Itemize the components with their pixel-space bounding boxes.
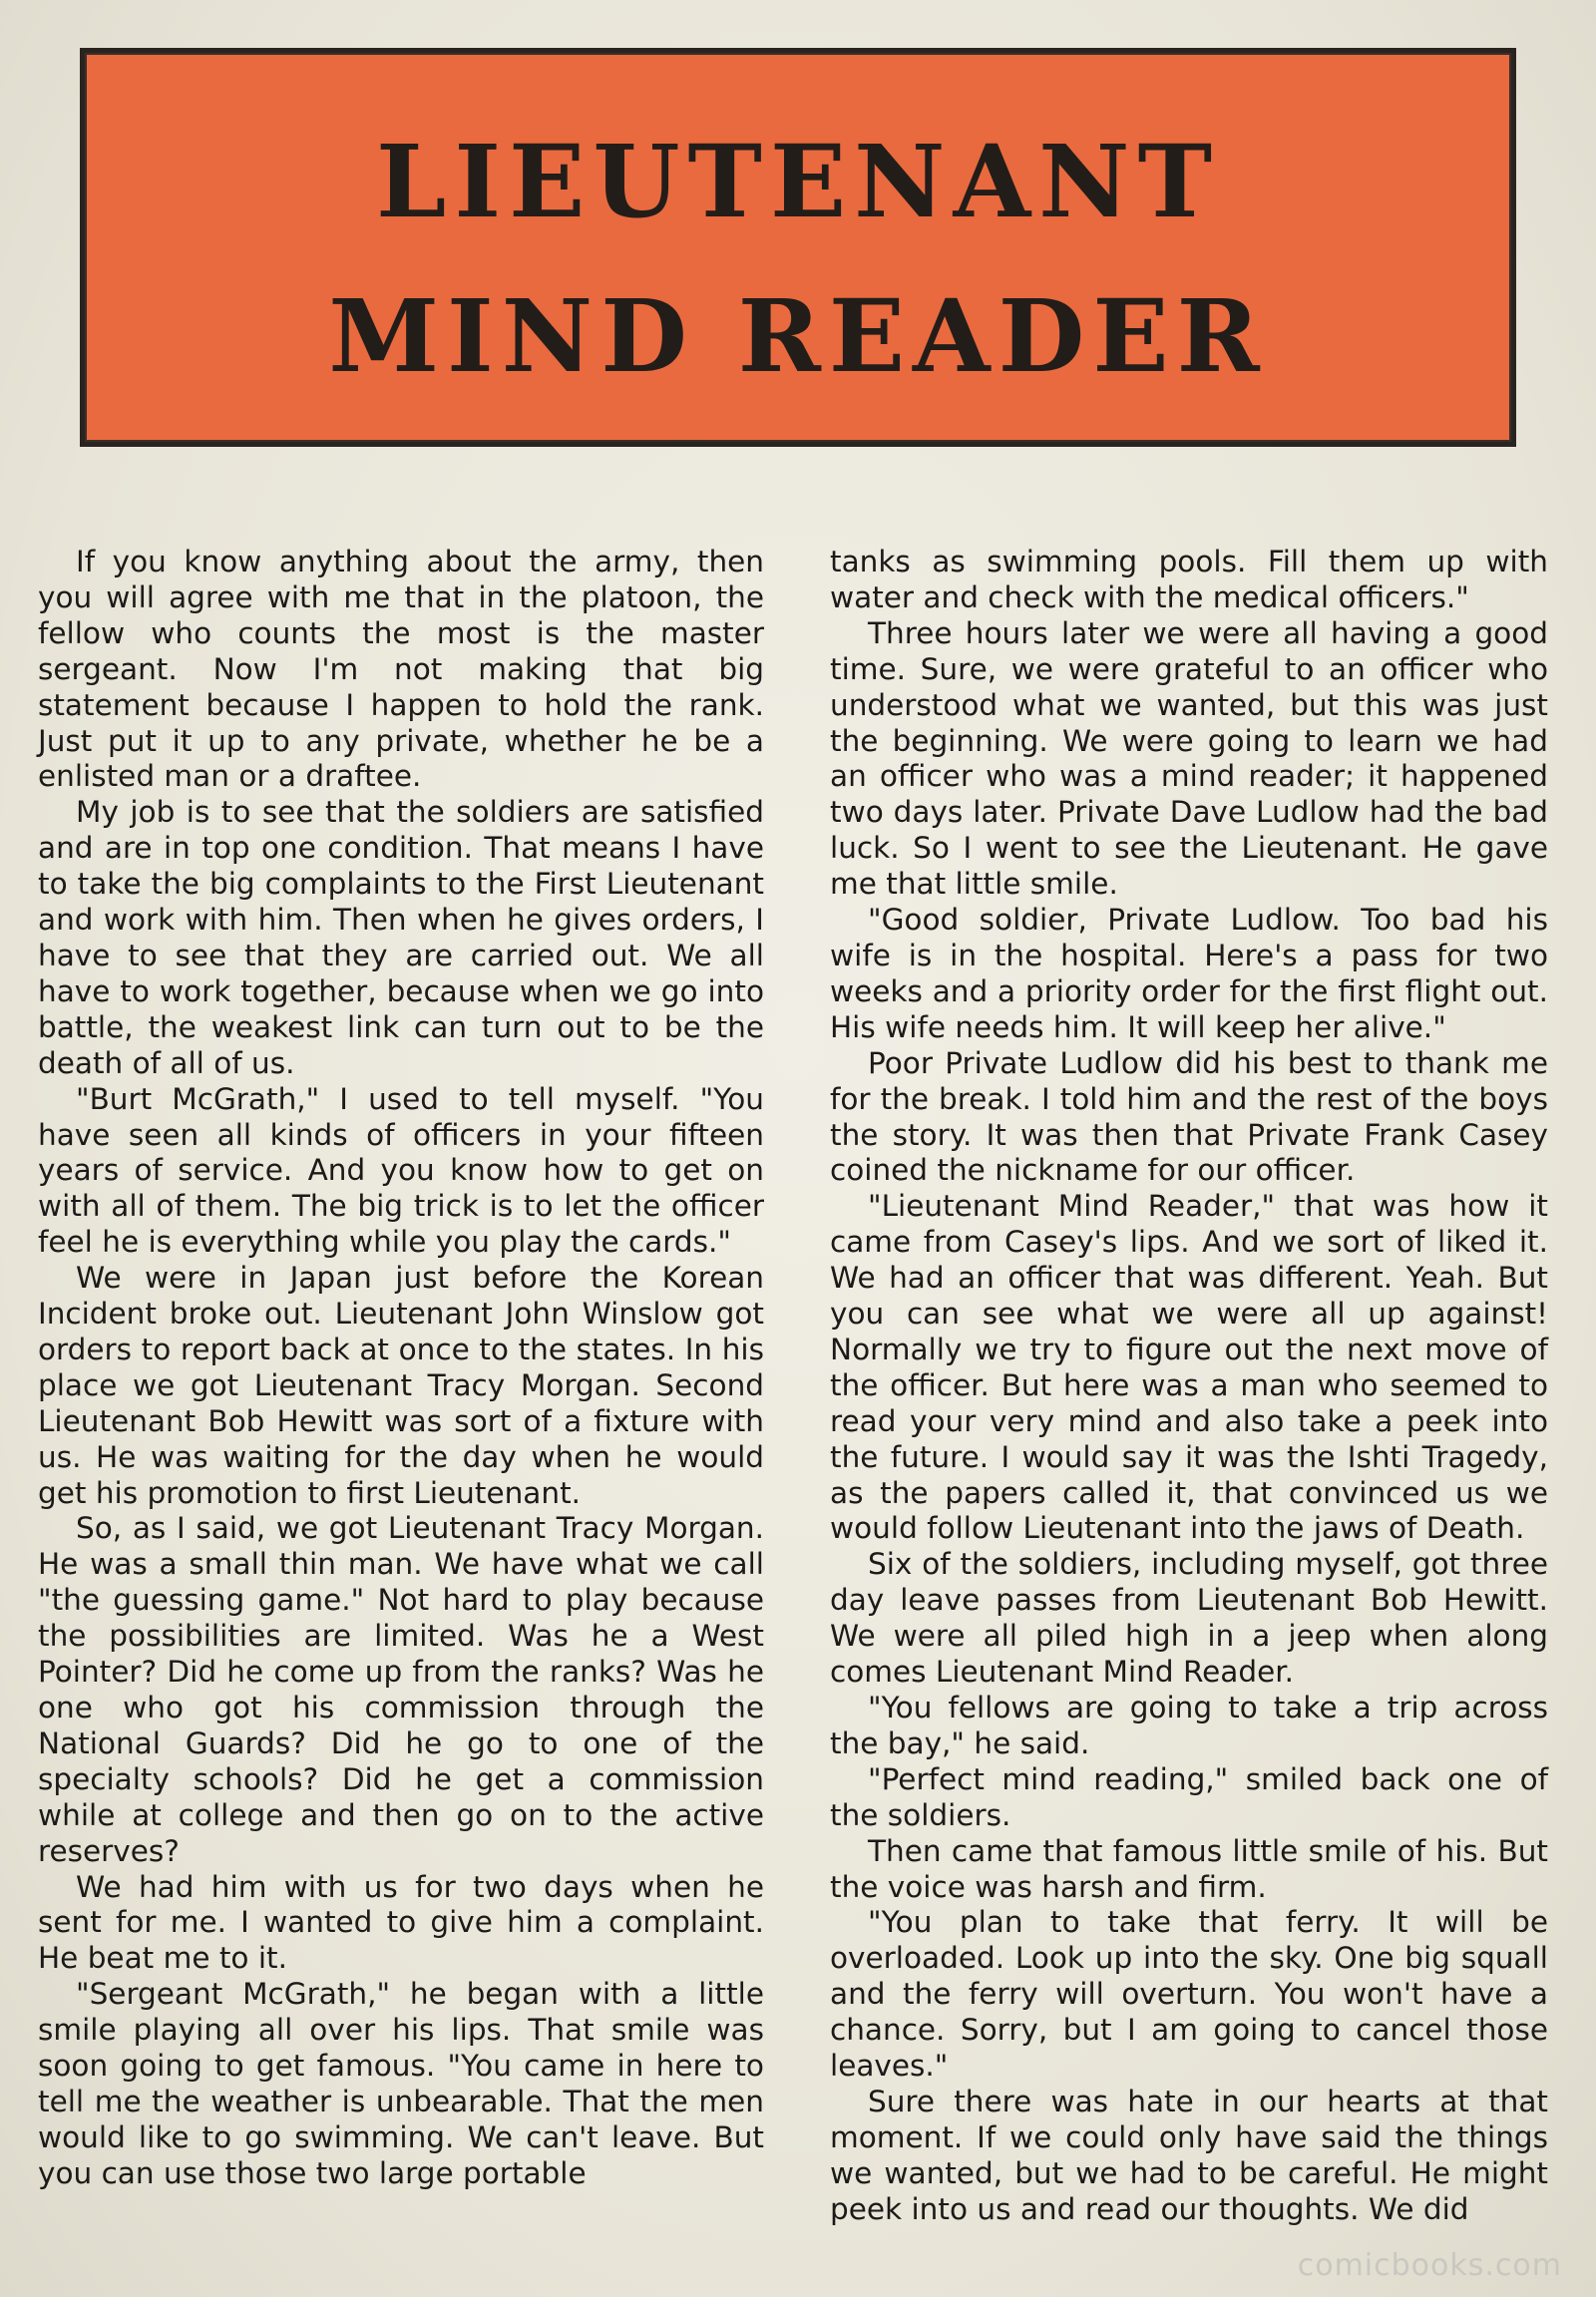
paragraph: "You fellows are going to take a trip across the bay," he said. [830,1691,1548,1760]
paragraph: If you know anything about the army, then you will agree with me that in the platoon, the fellow who counts the most is the master sergeant. Now I'm not making that big statement because I happen to hold the rank. Just put it up to any private, whether he be a enlisted man or a draftee. [38,545,764,794]
paragraph: "Burt McGrath," I used to tell myself. "You have seen all kinds of officers in your fifteen years of service. And you know how to get on with all of them. The big trick is to let the officer feel he is everything while you play the cards." [38,1081,764,1260]
paragraph: Six of the soldiers, including myself, got three day leave passes from Lieutenant Bob Hewitt. We were all piled high in a jeep when along comes Lieutenant Mind Reader. [830,1547,1548,1690]
left-column [38,545,764,2192]
right-column [830,545,1548,2228]
paragraph: Poor Private Ludlow did his best to thank me for the break. I told him and the rest of the boys the story. It was then that Private Frank Casey coined the nickname for our officer. [830,1045,1548,1188]
paragraph: We were in Japan just before the Korean Incident broke out. Lieutenant John Winslow got orders to report back at once to the states. In his place we got Lieutenant Tracy Morgan. Second Lieutenant Bob Hewitt was sort of a fixture with us. He was waiting for the day when he would get his promotion to first Lieutenant. [38,1261,764,1510]
paragraph: Then came that famous little smile of his. But the voice was harsh and firm. [830,1833,1548,1904]
title-banner [80,48,1516,447]
title-line-1: LIEUTENANT [376,123,1220,240]
paragraph: "Perfect mind reading," smiled back one of the soldiers. [830,1761,1548,1832]
title-line-2: MIND READER [328,277,1268,395]
paragraph: "Lieutenant Mind Reader," that was how it came from Casey's lips. And we sort of liked it. We had an officer that was different. Yeah. But you can see what we were all up against! Normally we try to figure out the next move of the officer. But here was a man who seemed to read your very mind and also take a peek into the future. I would say it was the Ishti Tragedy, as the papers called it, that convinced us we would follow Lieutenant into the jaws of Death. [830,1189,1548,1546]
paragraph: Three hours later we were all having a good time. Sure, we were grateful to an officer who understood what we wanted, but this was just the beginning. We were going to learn we had an officer who was a mind reader; it happened two days later. Private Dave Ludlow had the bad luck. So I went to see the Lieutenant. He gave me that little smile. [830,615,1548,902]
paragraph: "You plan to take that ferry. It will be overloaded. Look up into the sky. One big squall and the ferry will overturn. You won't have a chance. Sorry, but I am going to cancel those leaves." [830,1905,1548,2084]
paragraph: Sure there was hate in our hearts at that moment. If we could only have said the things we wanted, but we had to be careful. He might peek into us and read our thoughts. We did [830,2084,1548,2226]
paragraph: So, as I said, we got Lieutenant Tracy Morgan. He was a small thin man. We have what we call "the guessing game." Not hard to play because the possibilities are limited. Was he a West Pointer? Did he come up from the ranks? Was he one who got his commission through the National Guards? Did he go to one of the specialty schools? Did he get a commission while at college and then go on to the active reserves? [38,1511,764,1868]
paragraph: "Sergeant McGrath," he began with a little smile playing all over his lips. That smile was soon going to get famous. "You came in here to tell me the weather is unbearable. That the men would like to go swimming. We can't leave. But you can use those two large portable [38,1977,764,2190]
paragraph: My job is to see that the soldiers are satisfied and are in top one condition. That means I have to take the big complaints to the First Lieutenant and work with him. Then when he gives orders, I have to see that they are carried out. We all have to work together, because when we go into battle, the weakest link can turn out to be the death of all of us. [38,795,764,1080]
paragraph: "Good soldier, Private Ludlow. Too bad his wife is in the hospital. Here's a pass for two weeks and a priority order for the first flight out. His wife needs him. It will keep her alive." [830,903,1548,1044]
watermark: comicbooks.com [1297,2248,1562,2283]
paragraph: tanks as swimming pools. Fill them up with water and check with the medical officers." [830,545,1548,614]
paragraph: We had him with us for two days when he sent for me. I wanted to give him a complaint. He beat me to it. [38,1869,764,1976]
